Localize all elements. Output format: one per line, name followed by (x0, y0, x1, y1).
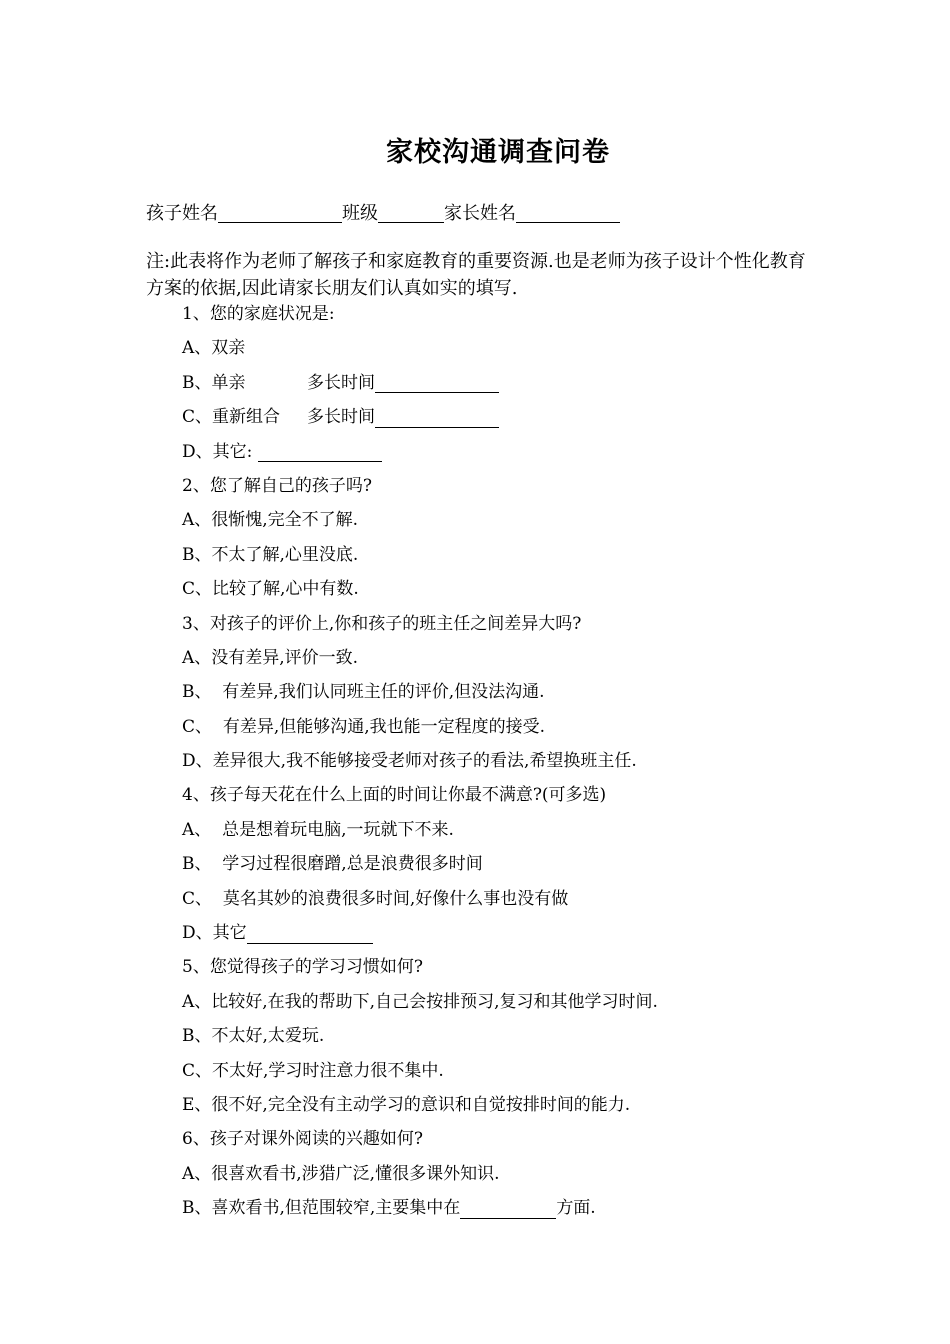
child-name-field[interactable] (218, 202, 342, 223)
option-label: C、 莫名其妙的浪费很多时间,好像什么事也没有做 (182, 888, 569, 909)
option-q2-a[interactable] (182, 503, 882, 537)
option-q6-b[interactable] (182, 1191, 882, 1225)
option-suffix: 方面. (556, 1198, 596, 1219)
option-q3-a[interactable] (182, 641, 882, 675)
question-4 (182, 778, 882, 812)
option-label: B、 有差异,我们认同班主任的评价,但没法沟通. (182, 682, 545, 703)
option-q2-b[interactable] (182, 538, 882, 572)
question-text: 1、您的家庭状况是: (182, 304, 335, 324)
option-label: D、差异很大,我不能够接受老师对孩子的看法,希望换班主任. (182, 751, 637, 772)
option-label: C、 有差异,但能够沟通,我也能一定程度的接受. (182, 716, 546, 737)
question-text: 6、孩子对课外阅读的兴趣如何? (182, 1129, 423, 1150)
question-text: 5、您觉得孩子的学习习惯如何? (182, 957, 423, 978)
class-field[interactable] (378, 202, 444, 223)
question-text: 3、对孩子的评价上,你和孩子的班主任之间差异大吗? (182, 613, 582, 634)
option-label: A、双亲 (182, 338, 246, 359)
option-q1-d[interactable] (182, 435, 882, 469)
option-q6-a[interactable] (182, 1157, 882, 1191)
option-q4-b[interactable] (182, 847, 882, 881)
option-q1-c[interactable] (182, 400, 882, 434)
option-label: E、很不好,完全没有主动学习的意识和自觉按排时间的能力. (182, 1094, 631, 1115)
focus-area-field[interactable] (460, 1202, 556, 1219)
duration-label: 多长时间 (307, 407, 375, 428)
other-field[interactable] (247, 927, 373, 944)
option-label: C、比较了解,心中有数. (182, 579, 359, 600)
option-q5-a[interactable] (182, 985, 882, 1019)
duration-field[interactable] (375, 411, 499, 428)
option-label: B、不太好,太爱玩. (182, 1026, 325, 1047)
question-6 (182, 1122, 882, 1156)
duration-field[interactable] (375, 376, 499, 393)
option-q3-c[interactable] (182, 710, 882, 744)
option-q2-c[interactable] (182, 572, 882, 606)
option-label: C、不太好,学习时注意力很不集中. (182, 1060, 444, 1081)
option-label: A、很喜欢看书,涉猎广泛,懂很多课外知识. (182, 1163, 500, 1184)
page-title: 家校沟通调查问卷 (386, 137, 610, 168)
other-field[interactable] (258, 445, 382, 462)
option-label: B、 学习过程很磨蹭,总是浪费很多时间 (182, 854, 483, 875)
question-2 (182, 469, 882, 503)
option-q5-c[interactable] (182, 1054, 882, 1088)
option-q3-b[interactable] (182, 675, 882, 709)
class-label: 班级 (342, 203, 378, 224)
parent-name-label: 家长姓名 (444, 203, 516, 224)
option-q1-b[interactable] (182, 366, 882, 400)
option-label: D、其它: (182, 441, 253, 462)
option-label: C、重新组合 (182, 407, 281, 428)
note-paragraph: 注:此表将作为老师了解孩子和家庭教育的重要资源.也是老师为孩子设计个性化教育方案的依据,因此请家长朋友们认真如实的填写. (146, 251, 806, 299)
option-q1-a[interactable] (182, 331, 882, 365)
option-q5-e[interactable] (182, 1088, 882, 1122)
option-label: B、单亲 (182, 372, 246, 393)
question-text: 4、孩子每天花在什么上面的时间让你最不满意?(可多选) (182, 785, 607, 806)
option-q4-c[interactable] (182, 882, 882, 916)
info-line (146, 199, 620, 225)
question-text: 2、您了解自己的孩子吗? (182, 475, 372, 496)
duration-label: 多长时间 (307, 372, 375, 393)
option-label: A、很惭愧,完全不了解. (182, 510, 359, 531)
parent-name-field[interactable] (516, 202, 620, 223)
option-q4-a[interactable] (182, 813, 882, 847)
option-label: A、比较好,在我的帮助下,自己会按排预习,复习和其他学习时间. (182, 991, 658, 1012)
option-q5-b[interactable] (182, 1019, 882, 1053)
option-q4-d[interactable] (182, 916, 882, 950)
option-label: D、其它 (182, 923, 247, 944)
question-1 (182, 297, 882, 331)
question-3 (182, 607, 882, 641)
question-list (182, 297, 882, 1226)
option-label: B、不太了解,心里没底. (182, 544, 359, 565)
child-name-label: 孩子姓名 (146, 203, 218, 224)
question-5 (182, 950, 882, 984)
option-label: A、 总是想着玩电脑,一玩就下不来. (182, 819, 454, 840)
option-q3-d[interactable] (182, 744, 882, 778)
option-label: A、没有差异,评价一致. (182, 647, 359, 668)
option-label: B、喜欢看书,但范围较窄,主要集中在 (182, 1198, 461, 1219)
